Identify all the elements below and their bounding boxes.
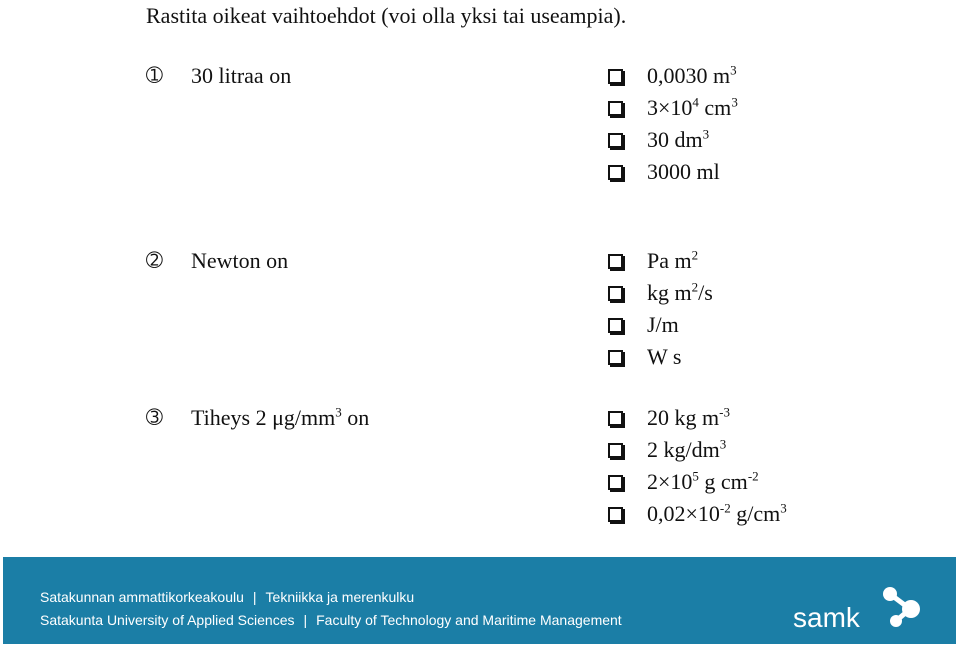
question-text — [191, 63, 291, 89]
samk-logo-mark — [883, 587, 920, 627]
question-text-main: 30 litraa on — [191, 63, 292, 88]
answer-option-text: W s — [647, 344, 682, 369]
answer-option[interactable] — [608, 248, 698, 274]
footer-faculty-fi: Tekniikka ja merenkulku — [265, 589, 415, 605]
checkbox-icon[interactable] — [608, 133, 623, 148]
footer-separator: | — [252, 589, 257, 605]
checkbox-icon[interactable] — [608, 318, 623, 333]
answer-option-text: $0,02\times 10^{-2}$ $g/cm^3$ — [647, 500, 787, 526]
answer-option-text: 20 kg $m^{-3}$ — [647, 404, 730, 430]
footer-institution-en: Satakunta University of Applied Sciences — [40, 612, 295, 628]
answer-option-text: 0,0030 $m^3$ — [647, 62, 737, 88]
checkbox-icon[interactable] — [608, 254, 623, 269]
checkbox-icon[interactable] — [608, 507, 623, 522]
answer-option-text: 30 $dm^3$ — [647, 126, 710, 152]
footer-separator: | — [303, 612, 308, 628]
answer-option-text: $3\times 10^4$ $cm^3$ — [647, 94, 738, 120]
answer-option[interactable] — [608, 501, 787, 527]
answer-option[interactable] — [608, 127, 709, 153]
checkbox-icon[interactable] — [608, 69, 623, 84]
answer-option[interactable] — [608, 312, 679, 338]
checkbox-icon[interactable] — [608, 101, 623, 116]
answer-option-text: Pa $m^2$ — [647, 247, 699, 273]
checkbox-icon[interactable] — [608, 411, 623, 426]
question-text-main: Tiheys 2 μg/mm — [191, 405, 336, 430]
answer-option[interactable] — [608, 280, 713, 306]
footer-line-finnish — [40, 589, 414, 605]
answer-option[interactable] — [608, 159, 720, 185]
checkbox-icon[interactable] — [608, 350, 623, 365]
samk-logo-text: samk — [793, 602, 860, 633]
footer-institution-fi: Satakunnan ammattikorkeakoulu — [40, 589, 244, 605]
checkbox-icon[interactable] — [608, 165, 623, 180]
answer-option-text: $2\times 10^5$ g $cm^{-2}$ — [647, 468, 759, 494]
question-number: ➀ — [146, 65, 163, 87]
footer-bar — [3, 557, 956, 644]
question-text-after: on — [341, 405, 370, 430]
answer-option[interactable] — [608, 95, 738, 121]
checkbox-icon[interactable] — [608, 443, 623, 458]
samk-logo — [793, 572, 933, 634]
answer-option-text: kg $m^2/s$ — [647, 279, 713, 305]
answer-option[interactable] — [608, 344, 681, 370]
page-title: Rastita oikeat vaihtoehdot (voi olla yksi tai useampia). — [146, 3, 627, 28]
question-text — [191, 405, 369, 431]
question-text-main: Newton on — [191, 248, 289, 273]
answer-option-text: 3000 ml — [647, 159, 720, 184]
question-text-sup: 3 — [335, 404, 342, 420]
question-text — [191, 248, 288, 274]
footer-line-english — [40, 612, 622, 628]
answer-option-text: J/m — [647, 312, 679, 337]
answer-option-text: 2 $kg/dm^3$ — [647, 436, 727, 462]
question-number: ➁ — [146, 250, 163, 272]
answer-option[interactable] — [608, 437, 726, 463]
checkbox-icon[interactable] — [608, 286, 623, 301]
answer-option[interactable] — [608, 469, 759, 495]
checkbox-icon[interactable] — [608, 475, 623, 490]
question-number: ➂ — [146, 407, 163, 429]
answer-option[interactable] — [608, 63, 737, 89]
footer-faculty-en: Faculty of Technology and Maritime Management — [316, 612, 622, 628]
answer-option[interactable] — [608, 405, 730, 431]
